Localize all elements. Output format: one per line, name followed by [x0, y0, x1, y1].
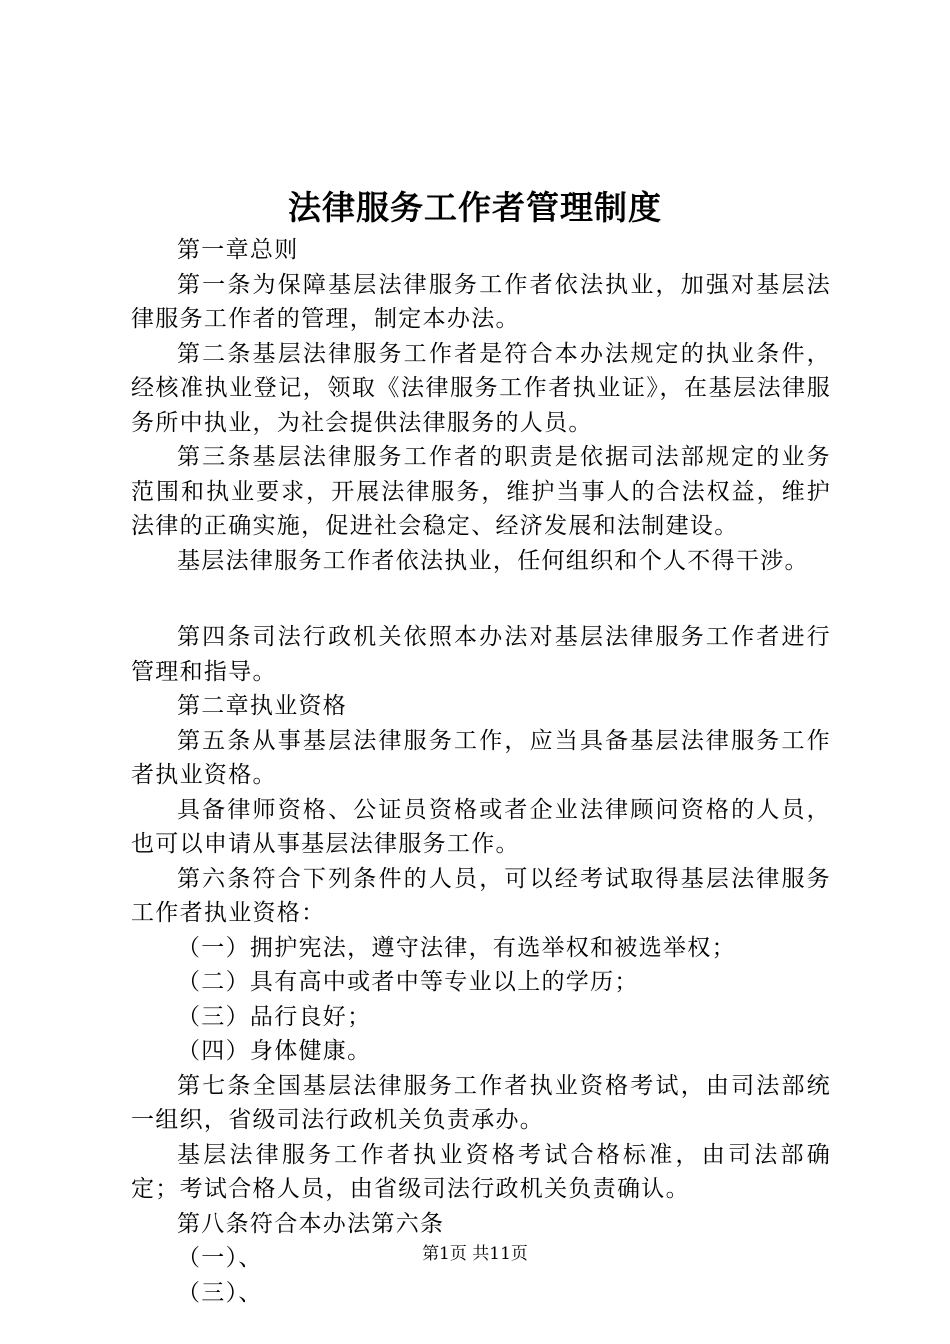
paragraph: 第四条司法行政机关依照本办法对基层法律服务工作者进行管理和指导。 — [131, 624, 831, 685]
paragraph: 第八条符合本办法第六条 — [177, 1210, 445, 1237]
paragraph: 第一条为保障基层法律服务工作者依法执业，加强对基层法律服务工作者的管理，制定本办法。 — [131, 271, 831, 332]
list-item: （四）身体健康。 — [177, 1038, 372, 1064]
chapter-heading: 第一章总则 — [177, 237, 299, 263]
paragraph: 基层法律服务工作者依法执业，任何组织和个人不得干涉。 — [177, 547, 809, 574]
list-item: （三）、 — [177, 1279, 263, 1306]
paragraph: 第六条符合下列条件的人员，可以经考试取得基层法律服务工作者执业资格： — [131, 865, 831, 926]
list-item: （三）品行良好； — [177, 1003, 372, 1030]
paragraph-gap — [131, 578, 831, 620]
paragraph: 第三条基层法律服务工作者的职责是依据司法部规定的业务范围和执业要求，开展法律服务，维护当事人的合法权益，维护法律的正确实施，促进社会稳定、经济发展和法制建设。 — [131, 444, 831, 539]
list-item: （一）拥护宪法，遵守法律，有选举权和被选举权； — [177, 934, 736, 961]
paragraph: 基层法律服务工作者执业资格考试合格标准，由司法部确定；考试合格人员，由省级司法行政机关负责确认。 — [131, 1141, 831, 1202]
chapter-heading: 第二章执业资格 — [177, 693, 348, 719]
page-number-footer: 第1页 共11页 — [422, 1244, 528, 1264]
paragraph: 第二条基层法律服务工作者是符合本办法规定的执业条件，经核准执业登记，领取《法律服务工作者执业证》，在基层法律服务所中执业，为社会提供法律服务的人员。 — [131, 340, 831, 436]
paragraph: 第五条从事基层法律服务工作，应当具备基层法律服务工作者执业资格。 — [131, 727, 831, 788]
list-item: （二）具有高中或者中等专业以上的学历； — [177, 969, 639, 995]
paragraph: 第七条全国基层法律服务工作者执业资格考试，由司法部统一组织，省级司法行政机关负责承办。 — [131, 1072, 831, 1133]
document-body — [131, 233, 831, 1310]
list-item: （一）、 — [177, 1245, 263, 1271]
document-title: 法律服务工作者管理制度 — [288, 188, 662, 227]
paragraph: 具备律师资格、公证员资格或者企业法律顾问资格的人员，也可以申请从事基层法律服务工作。 — [131, 796, 831, 857]
